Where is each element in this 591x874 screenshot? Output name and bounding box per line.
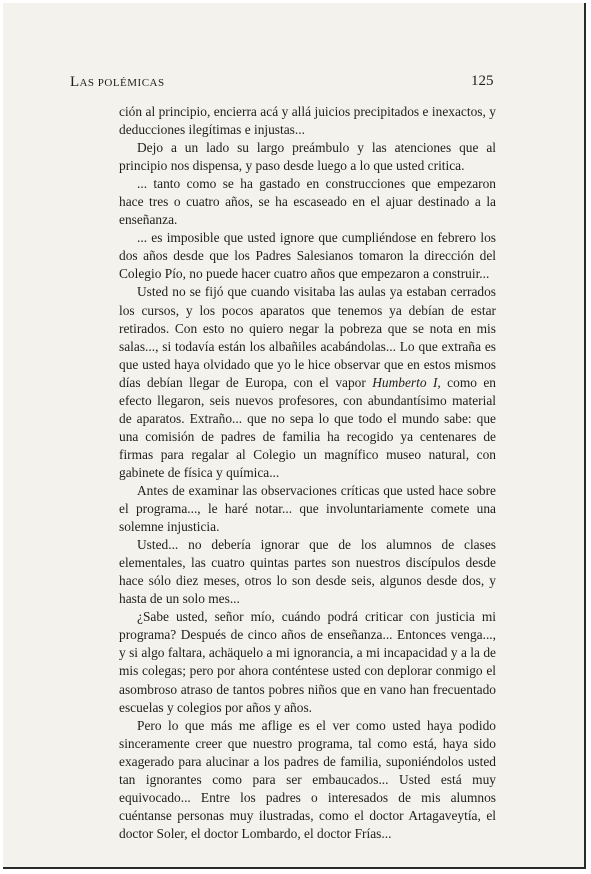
paragraph-text: como en efecto llegaron, seis nuevos profesores, con abundantísimo material de aparatos. Extraño... que no sepa lo que todo el mundo sabe: que una comisión de padres de familia ha recogido ya centenares de firmas para regalar al Colegio un magnífico museo natural, con gabinete de física y química... [119, 374, 496, 480]
paragraph: ción al principio, encierra acá y allá juicios precipitados e inexactos, y deducciones ilegítimas e injustas... [119, 104, 496, 138]
running-head-initial: L [70, 74, 80, 90]
running-head-smallcaps: AS POLÉMICAS [79, 77, 165, 89]
ship-name: Humberto I, [372, 374, 441, 390]
paragraph: Dejo a un lado su largo preámbulo y las atenciones que al principio nos dispensa, y paso desde luego a lo que usted critica. [119, 140, 496, 174]
page-number: 125 [471, 73, 494, 89]
body-text [119, 103, 496, 843]
paragraph [119, 283, 496, 482]
paragraph: Pero lo que más me aflige es el ver como usted haya podido sinceramente creer que nuestro programa, tal como está, haya sido exagerado para alucinar a los padres de familia, suponiéndolos usted tan ignorantes como para ser embaucados... Usted está muy equivocado... Entre los padres o interesados de mis alumnos cuéntanse personas muy ilustradas, como el doctor Artagaveytía, el doctor Soler, el doctor Lombardo, el doctor Frías... [119, 717, 496, 841]
paragraph: ... es imposible que usted ignore que cumpliéndose en febrero los dos años desde que los Padres Salesianos tomaron la dirección del Colegio Pío, no puede hacer cuatro años que empezaron a construir... [119, 230, 496, 282]
paragraph: Usted... no debería ignorar que de los alumnos de clases elementales, las cuatro quintas partes son nuestros discípulos desde hace sólo diez meses, otros lo son desde seis, algunos desde dos, y hasta de un solo mes... [119, 537, 496, 607]
paragraph: Antes de examinar las observaciones críticas que usted hace sobre el programa..., le haré notar... que involuntariamente comete una solemne injusticia. [119, 482, 496, 535]
paragraph: ... tanto como se ha gastado en construcciones que empezaron hace tres o cuatro años, se ha escaseado en el ajuar destinado a la enseñanza. [119, 176, 496, 228]
paragraph-text: Usted no se fijó que cuando visitaba las aulas ya estaban cerrados los cursos, y los pocos aparatos que tenemos ya debían de estar retirados. Con esto no quiero negar la pobreza que se nota en mis salas..., si todavía están los albañiles acabándolas... Lo que extraña es que usted haya olvidado que yo le hice observar que en estos mismos días debían llegar de Europa, con el vapor [119, 284, 496, 390]
book-page [3, 3, 586, 869]
running-head [70, 74, 165, 91]
paragraph: ¿Sabe usted, señor mío, cuándo podrá criticar con justicia mi programa? Después de cinco años de enseñanza... Entonces venga..., y si algo faltara, achäquelo a mi ignorancia, a mi incapacidad y a la de mis colegas; pero por ahora conténtese usted con deplorar conmigo el asombroso atraso de tantos pobres niños que en vano han frecuentado escuelas y colegios por años y años. [119, 609, 496, 715]
